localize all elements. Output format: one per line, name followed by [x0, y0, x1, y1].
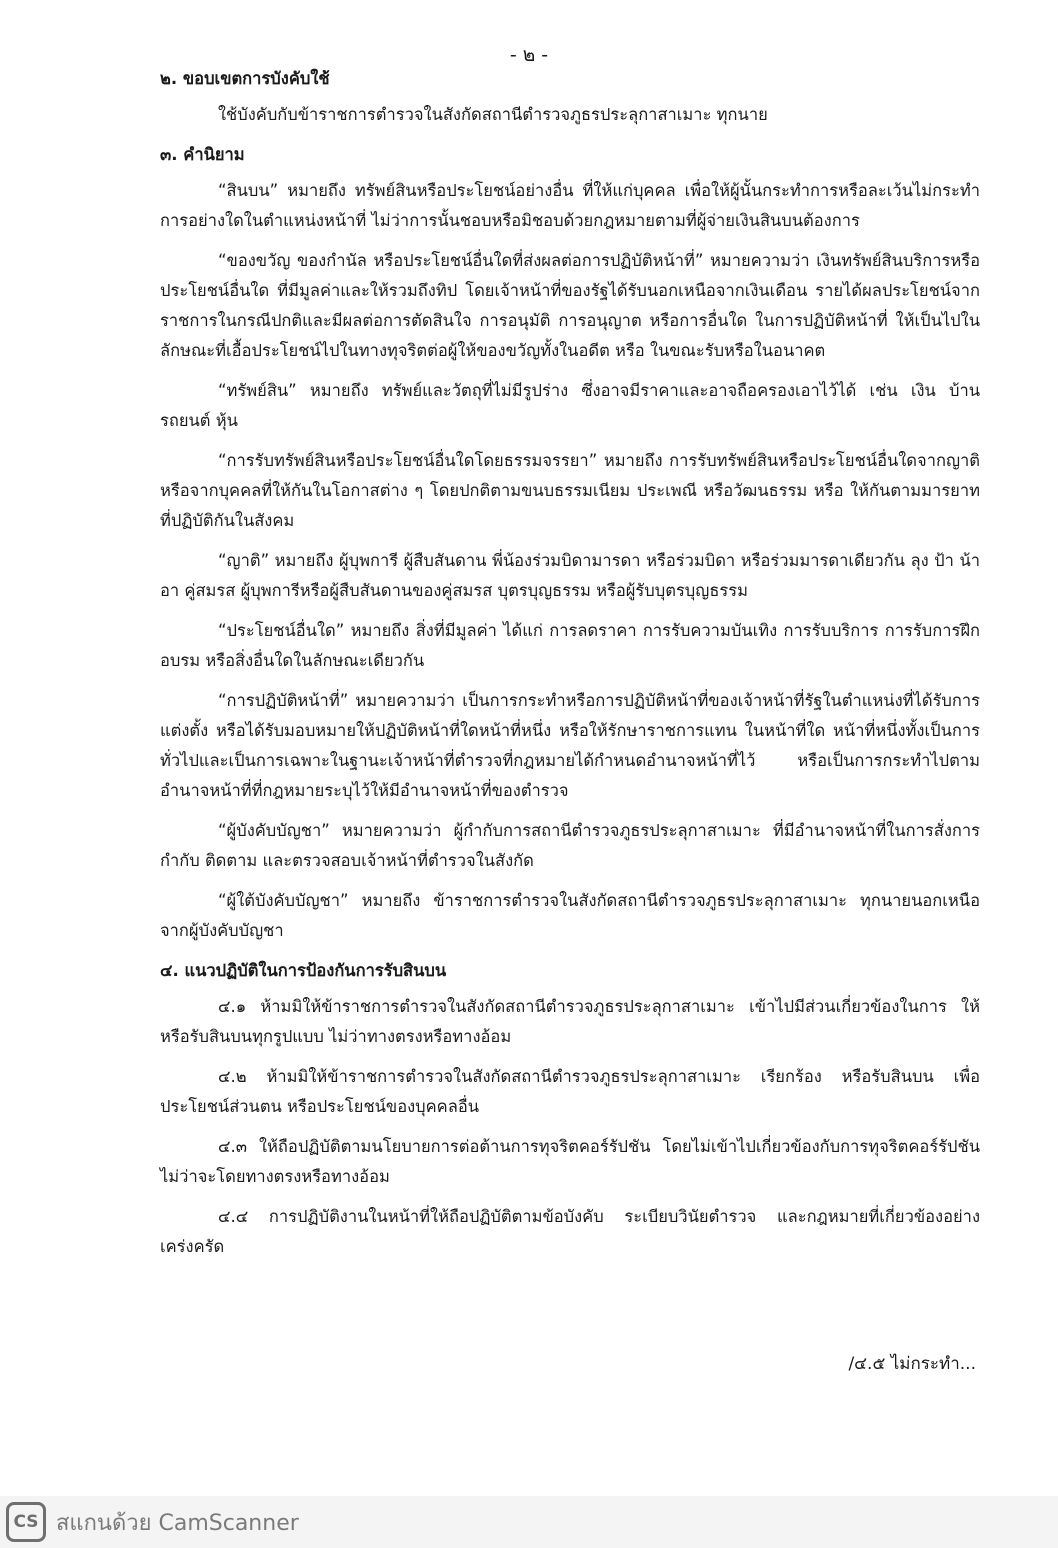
page-number: - ๒ - [509, 44, 549, 66]
definition-duty: “การปฏิบัติหน้าที่” หมายความว่า เป็นการกระทำหรือการปฏิบัติหน้าที่ของเจ้าหน้าที่รัฐในตำแหน่งที่ได้รับการแต่งตั้ง หรือได้รับมอบหมายให้ปฏิบัติหน้าที่ใดหน้าที่หนึ่ง หรือให้รักษาราชการแทน ในหน้าที่ใด หน้าที่หนึ่งทั้งเป็นการทั่วไปและเป็นการเฉพาะในฐานะเจ้าหน้าที่ตำรวจที่กฎหมายได้กำหนดอำนาจหน้าที่ไว้ หรือเป็นการกระทำไปตามอำนาจหน้าที่ที่กฎหมายระบุไว้ให้มีอำนาจหน้าที่ของตำรวจ [160, 691, 980, 800]
camscanner-text: สแกนด้วย CamScanner [56, 1510, 299, 1536]
guideline-4-1: ๔.๑ ห้ามมิให้ข้าราชการตำรวจในสังกัดสถานีตำรวจภูธรประลุกาสาเมาะ เข้าไปมีส่วนเกี่ยวข้องในการ ให้หรือรับสินบนทุกรูปแบบ ไม่ว่าทางตรงหรือทางอ้อม [160, 997, 980, 1046]
guideline-4-3: ๔.๓ ให้ถือปฏิบัติตามนโยบายการต่อต้านการทุจริตคอร์รัปชัน โดยไม่เข้าไปเกี่ยวข้องกับการทุจริตคอร์รัปชันไม่ว่าจะโดยทางตรงหรือทางอ้อม [160, 1137, 980, 1186]
section-2-paragraph: ใช้บังคับกับข้าราชการตำรวจในสังกัดสถานีตำรวจภูธรประลุกาสาเมาะ ทุกนาย [218, 105, 768, 124]
definition-ethical-receipt: “การรับทรัพย์สินหรือประโยชน์อื่นใดโดยธรรมจรรยา” หมายถึง การรับทรัพย์สินหรือประโยชน์อื่นใดจากญาติหรือจากบุคคลที่ให้กันในโอกาสต่าง ๆ โดยปกติตามขนบธรรมเนียม ประเพณี หรือวัฒนธรรม หรือ ให้กันตามมารยาทที่ปฏิบัติกันในสังคม [160, 451, 980, 530]
camscanner-logo-icon: CS [6, 1502, 46, 1542]
definition-other-benefit: “ประโยชน์อื่นใด” หมายถึง สิ่งที่มีมูลค่า ได้แก่ การลดราคา การรับความบันเทิง การรับบริการ การรับการฝึกอบรม หรือสิ่งอื่นใดในลักษณะเดียวกัน [160, 621, 980, 670]
definition-commander: “ผู้บังคับบัญชา” หมายความว่า ผู้กำกับการสถานีตำรวจภูธรประลุกาสาเมาะ ที่มีอำนาจหน้าที่ในการสั่งการ กำกับ ติดตาม และตรวจสอบเจ้าหน้าที่ตำรวจในสังกัด [160, 821, 980, 870]
guideline-4-2: ๔.๒ ห้ามมิให้ข้าราชการตำรวจในสังกัดสถานีตำรวจภูธรประลุกาสาเมาะ เรียกร้อง หรือรับสินบน เพื่อประโยชน์ส่วนตน หรือประโยชน์ของบุคคลอื่น [160, 1067, 980, 1116]
section-3-heading: ๓. คำนิยาม [160, 145, 245, 164]
document-body [160, 64, 980, 1272]
definition-gift: “ของขวัญ ของกำนัล หรือประโยชน์อื่นใดที่ส่งผลต่อการปฏิบัติหน้าที่” หมายความว่า เงินทรัพย์สินบริการหรือประโยชน์อื่นใด ที่มีมูลค่าและให้รวมถึงทิป โดยเจ้าหน้าที่ของรัฐได้รับนอกเหนือจากเงินเดือน รายได้ผลประโยชน์จากราชการในกรณีปกติและมีผลต่อการตัดสินใจ การอนุมัติ การอนุญาต หรือการอื่นใด ในการปฏิบัติหน้าที่ ให้เป็นไปในลักษณะที่เอื้อประโยชน์ไปในทางทุจริตต่อผู้ให้ของขวัญทั้งในอดีต หรือ ในขณะรับหรือในอนาคต [160, 251, 980, 360]
continuation-note: /๔.๕ ไม่กระทำ... [848, 1354, 976, 1374]
camscanner-watermark [0, 1496, 1058, 1548]
section-2-heading: ๒. ขอบเขตการบังคับใช้ [160, 69, 330, 88]
guideline-4-4: ๔.๔ การปฏิบัติงานในหน้าที่ให้ถือปฏิบัติตามข้อบังคับ ระเบียบวินัยตำรวจ และกฎหมายที่เกี่ยวข้องอย่างเคร่งครัด [160, 1207, 980, 1256]
definition-relatives: “ญาติ” หมายถึง ผู้บุพการี ผู้สืบสันดาน พี่น้องร่วมบิดามารดา หรือร่วมบิดา หรือร่วมมารดาเดียวกัน ลุง ป้า น้า อา คู่สมรส ผู้บุพการีหรือผู้สืบสันดานของคู่สมรส บุตรบุญธรรม หรือผู้รับบุตรบุญธรรม [160, 551, 980, 600]
definition-bribe: “สินบน” หมายถึง ทรัพย์สินหรือประโยชน์อย่างอื่น ที่ให้แก่บุคคล เพื่อให้ผู้นั้นกระทำการหรือละเว้นไม่กระทำการอย่างใดในตำแหน่งหน้าที่ ไม่ว่าการนั้นชอบหรือมิชอบด้วยกฎหมายตามที่ผู้จ่ายเงินสินบนต้องการ [160, 181, 980, 230]
definition-property: “ทรัพย์สิน” หมายถึง ทรัพย์และวัตถุที่ไม่มีรูปร่าง ซึ่งอาจมีราคาและอาจถือครองเอาไว้ได้ เช่น เงิน บ้าน รถยนต์ หุ้น [160, 381, 980, 430]
definition-subordinate: “ผู้ใต้บังคับบัญชา” หมายถึง ข้าราชการตำรวจในสังกัดสถานีตำรวจภูธรประลุกาสาเมาะ ทุกนายนอกเหนือจากผู้บังคับบัญชา [160, 891, 980, 940]
section-4-heading: ๔. แนวปฏิบัติในการป้องกันการรับสินบน [160, 961, 447, 980]
